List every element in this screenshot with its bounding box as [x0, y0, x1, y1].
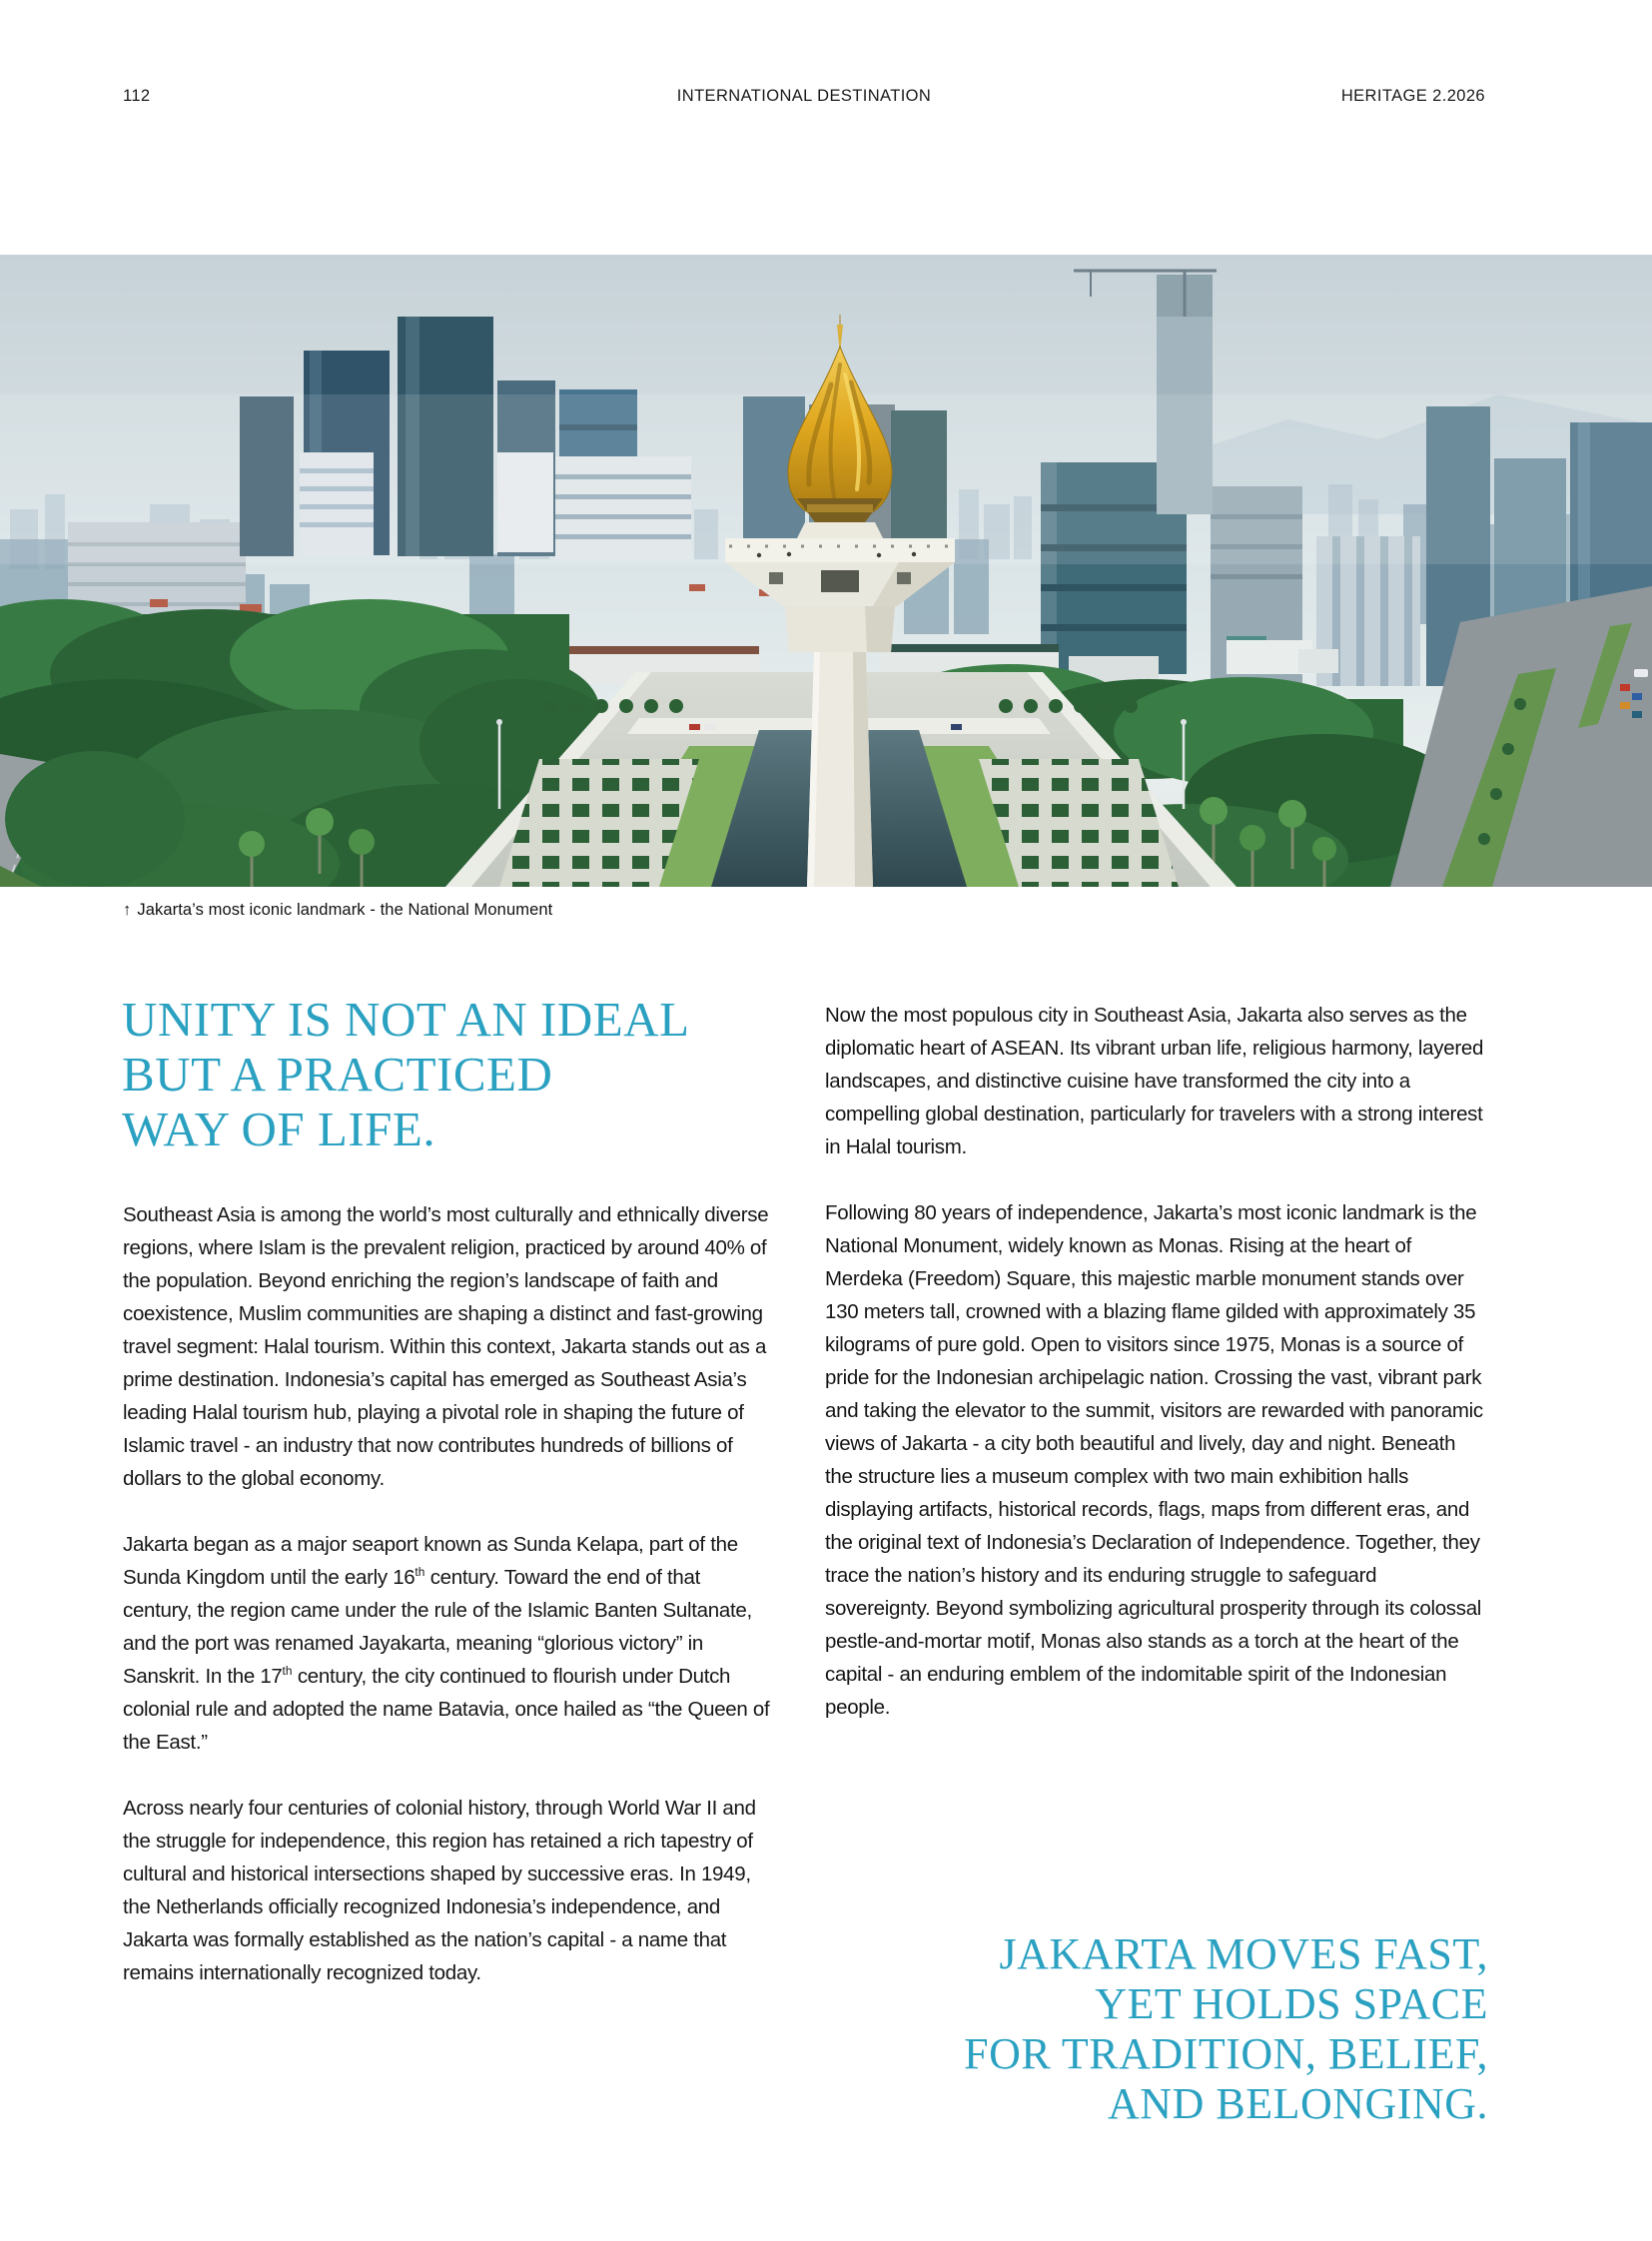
right-column	[825, 999, 1484, 1757]
headline	[122, 992, 690, 1156]
caption-text: Jakarta’s most iconic landmark - the National Monument	[137, 901, 553, 919]
article-paragraph: Jakarta began as a major seaport known as Sunda Kelapa, part of the Sunda Kingdom until the early 16th century. Toward the end of that century, the region came under the rule of the Islamic Banten Sultanate, and the port was renamed Jayakarta, meaning “glorious victory” in Sanskrit. In the 17th century, the city continued to flourish under Dutch colonial rule and adopted the name Batavia, once hailed as “the Queen of the East.”	[123, 1533, 770, 1754]
up-arrow-icon: ↑	[123, 901, 132, 919]
article-paragraph: Now the most populous city in Southeast Asia, Jakarta also serves as the diplomatic heart of ASEAN. Its vibrant urban life, religious harmony, layered landscapes, and distinctive cuisine have transformed the city into a compelling global destination, particularly for travelers with a strong interest in Halal tourism.	[825, 1004, 1484, 1158]
headline-line: BUT A PRACTICED	[122, 1047, 553, 1102]
headline-line: WAY OF LIFE.	[122, 1102, 436, 1156]
page-header	[123, 88, 1485, 105]
article-paragraph: Following 80 years of independence, Jakarta’s most iconic landmark is the National Monument, widely known as Monas. Rising at the heart of Merdeka (Freedom) Square, this majestic marble monument stands over 130 meters tall, crowned with a blazing flame gilded with approximately 35 kilograms of pure gold. Open to visitors since 1975, Monas is a source of pride for the Indonesian archipelagic nation. Crossing the vast, vibrant park and taking the elevator to the summit, visitors are rewarded with panoramic views of Jakarta - a city both beautiful and lively, day and night. Beneath the structure lies a museum complex with two main exhibition halls displaying artifacts, historical records, flags, maps from different eras, and the original text of Indonesia’s Declaration of Independence. Together, they trace the nation’s history and its enduring struggle to safeguard sovereignty. Beyond symbolizing agricultural prosperity through its colossal pestle-and-mortar motif, Monas also stands as a torch at the heart of the capital - an enduring emblem of the indomitable spirit of the Indonesian people.	[825, 1201, 1483, 1719]
photo-caption	[123, 899, 552, 921]
left-column	[123, 1198, 774, 2022]
article-paragraph: Southeast Asia is among the world’s most culturally and ethnically diverse regions, where Islam is the prevalent religion, practiced by around 40% of the population. Beyond enriching the region’s landscape of faith and coexistence, Muslim communities are shaping a distinct and fast-growing travel segment: Halal tourism. Within this context, Jakarta stands out as a prime destination. Indonesia’s capital has emerged as Southeast Asia’s leading Halal tourism hub, playing a pivotal role in shaping the future of Islamic travel - an industry that now contributes hundreds of billions of dollars to the global economy.	[123, 1203, 769, 1490]
pull-quote-line: YET HOLDS SPACE	[1095, 1979, 1488, 2028]
hero-photo	[0, 255, 1652, 887]
pull-quote-line: AND BELONGING.	[1108, 2079, 1488, 2128]
article-paragraph: Across nearly four centuries of colonial history, through World War II and the struggle for independence, this region has retained a rich tapestry of cultural and historical intersections shaped by successive eras. In 1949, the Netherlands officially recognized Indonesia’s independence, and Jakarta was formally established as the nation’s capital - a name that remains internationally recognized today.	[123, 1797, 756, 1984]
pull-quote-line: JAKARTA MOVES FAST,	[999, 1929, 1488, 1978]
pull-quote	[729, 1929, 1488, 2129]
issue-label: HERITAGE 2.2026	[1340, 87, 1485, 105]
page-number: 112	[123, 87, 151, 105]
pull-quote-line: FOR TRADITION, BELIEF,	[964, 2029, 1488, 2078]
section-title: INTERNATIONAL DESTINATION	[676, 87, 932, 105]
headline-line: UNITY IS NOT AN IDEAL	[122, 992, 690, 1047]
